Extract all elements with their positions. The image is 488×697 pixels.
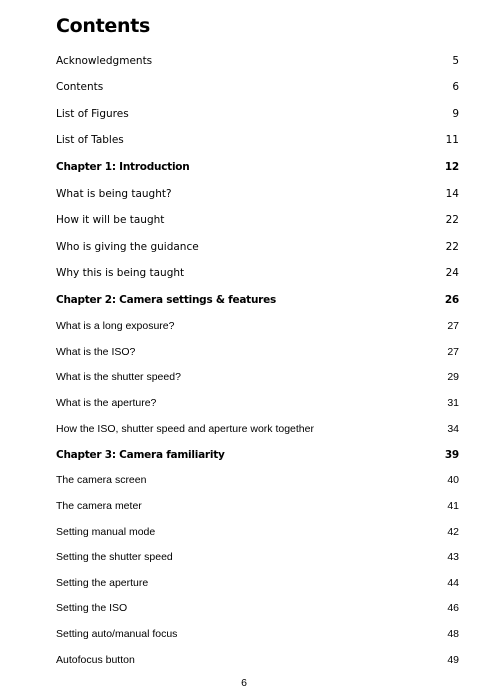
toc-entry-label: Who is giving the guidance (56, 241, 199, 253)
toc-entry-label: The camera meter (56, 500, 142, 512)
toc-entry-page: 14 (445, 188, 459, 200)
toc-entry-label: Setting the aperture (56, 577, 149, 589)
toc-entry-label: Chapter 1: Introduction (56, 161, 190, 173)
toc-entry-label: Setting manual mode (56, 526, 156, 538)
toc-entry-label: Setting the ISO (56, 602, 128, 614)
toc-entry-row[interactable] (56, 132, 459, 148)
toc-chapter-row[interactable] (56, 447, 459, 463)
toc-entry-label: How the ISO, shutter speed and aperture work together (56, 423, 314, 435)
toc-entry-label: What is the aperture? (56, 397, 157, 409)
toc-entry-row[interactable] (56, 600, 459, 616)
toc-entry-page: 40 (447, 474, 459, 486)
toc-entry-row[interactable] (56, 186, 459, 202)
toc-entry-page: 9 (452, 108, 459, 120)
toc-entry-label: How it will be taught (56, 214, 165, 226)
toc-entry-row[interactable] (56, 472, 459, 488)
toc-entry-page: 11 (445, 134, 459, 146)
toc-entry-page: 34 (447, 423, 459, 435)
toc-entry-row[interactable] (56, 369, 459, 385)
toc-entry-row[interactable] (56, 239, 459, 255)
toc-entry-label: What is the shutter speed? (56, 371, 181, 383)
toc-entry-row[interactable] (56, 626, 459, 642)
toc-entry-page: 49 (447, 654, 459, 666)
toc-chapter-row[interactable] (56, 159, 459, 175)
toc-entry-page: 42 (447, 526, 459, 538)
toc-entry-row[interactable] (56, 53, 459, 69)
toc-entry-page: 5 (452, 55, 459, 67)
toc-entry-row[interactable] (56, 344, 459, 360)
toc-entry-page: 31 (447, 397, 459, 409)
toc-entry-label: What is being taught? (56, 188, 172, 200)
toc-entry-page: 39 (444, 449, 459, 461)
toc-entry-label: What is the ISO? (56, 346, 136, 358)
toc-entry-page: 46 (447, 602, 459, 614)
toc-entry-page: 29 (447, 371, 459, 383)
toc-entry-row[interactable] (56, 318, 459, 334)
toc-entry-row[interactable] (56, 212, 459, 228)
toc-entry-page: 27 (447, 320, 459, 332)
toc-entry-label: What is a long exposure? (56, 320, 175, 332)
toc-entry-row[interactable] (56, 524, 459, 540)
toc-entry-label: Chapter 2: Camera settings & features (56, 294, 276, 306)
toc-entry-page: 41 (447, 500, 459, 512)
toc-entry-page: 27 (447, 346, 459, 358)
page-number: 6 (241, 677, 247, 689)
toc-entry-row[interactable] (56, 421, 459, 437)
toc-entry-label: Setting the shutter speed (56, 551, 173, 563)
toc-entry-label: Setting auto/manual focus (56, 628, 178, 640)
toc-entry-row[interactable] (56, 106, 459, 122)
toc-entry-page: 24 (445, 267, 459, 279)
toc-entry-row[interactable] (56, 549, 459, 565)
toc-entry-label: List of Tables (56, 134, 124, 146)
toc-entry-label: Acknowledgments (56, 55, 153, 67)
toc-entry-row[interactable] (56, 652, 459, 668)
toc-entry-page: 22 (445, 241, 459, 253)
toc-entry-row[interactable] (56, 395, 459, 411)
toc-entry-label: Chapter 3: Camera familiarity (56, 449, 225, 461)
page-title: Contents (56, 15, 151, 37)
toc-entry-row[interactable] (56, 575, 459, 591)
toc-entry-page: 26 (444, 294, 459, 306)
toc-entry-page: 6 (452, 81, 459, 93)
toc-entry-page: 48 (447, 628, 459, 640)
toc-entry-page: 12 (444, 161, 459, 173)
toc-entry-label: Autofocus button (56, 654, 135, 666)
toc-entry-label: The camera screen (56, 474, 147, 486)
toc-entry-page: 44 (447, 577, 459, 589)
toc-chapter-row[interactable] (56, 292, 459, 308)
toc-entry-row[interactable] (56, 498, 459, 514)
toc-entry-page: 43 (447, 551, 459, 563)
toc-entry-label: List of Figures (56, 108, 129, 120)
toc-entry-row[interactable] (56, 79, 459, 95)
toc-entry-label: Why this is being taught (56, 267, 185, 279)
toc-entry-label: Contents (56, 81, 104, 93)
toc-entry-page: 22 (445, 214, 459, 226)
toc-entry-row[interactable] (56, 265, 459, 281)
